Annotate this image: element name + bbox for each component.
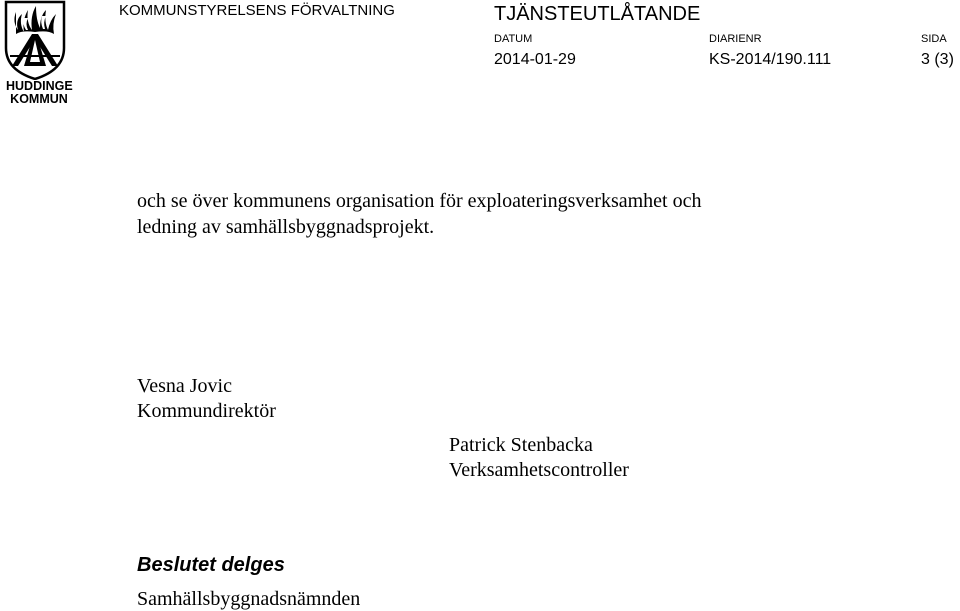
logo-text-huddinge: HUDDINGE <box>6 79 73 93</box>
date-label: DATUM <box>494 33 533 45</box>
signature-block <box>137 374 276 424</box>
signatory-name: Vesna Jovic <box>137 375 232 397</box>
distribution-recipient: Samhällsbyggnadsnämnden <box>137 588 361 610</box>
organization-name: KOMMUNSTYRELSENS FÖRVALTNING <box>119 2 395 19</box>
page-label: SIDA <box>921 33 947 45</box>
body-line: och se över kommunens organisation för exploateringsverksamhet och <box>137 190 702 212</box>
registration-label: DIARIENR <box>709 33 762 45</box>
signatory-title: Verksamhetscontroller <box>449 459 629 481</box>
logo-text-kommun: KOMMUN <box>10 92 68 106</box>
date-value: 2014-01-29 <box>494 51 576 68</box>
signature-block <box>449 433 629 483</box>
body-paragraph <box>137 188 837 240</box>
municipality-logo <box>2 0 72 106</box>
document-type: TJÄNSTEUTLÅTANDE <box>494 3 701 25</box>
coat-of-arms-icon <box>2 0 68 80</box>
registration-value: KS-2014/190.111 <box>709 51 832 68</box>
distribution-heading: Beslutet delges <box>137 554 285 576</box>
page-number: 3 (3) <box>921 51 954 68</box>
signatory-title: Kommundirektör <box>137 400 276 422</box>
signatory-name: Patrick Stenbacka <box>449 434 593 456</box>
body-line: ledning av samhällsbyggnadsprojekt. <box>137 216 435 238</box>
